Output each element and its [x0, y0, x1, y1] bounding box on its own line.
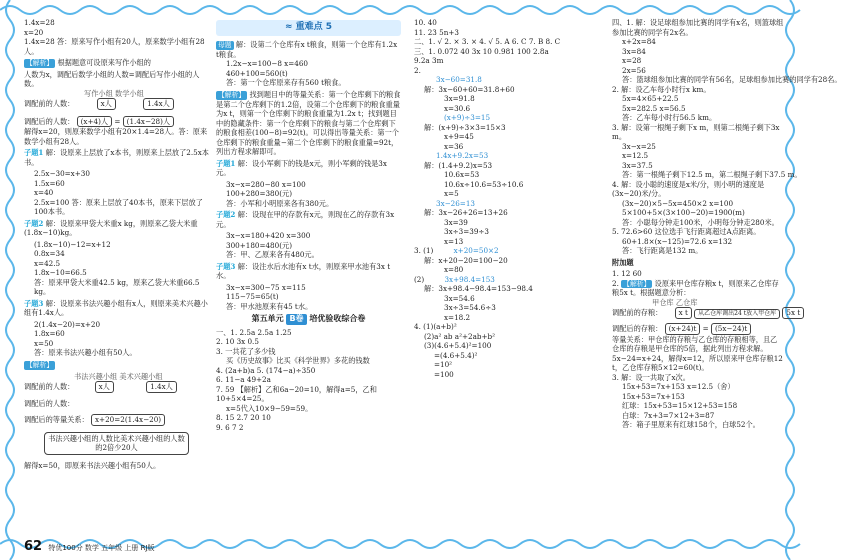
c2-zt1-b: 3x−x=280−80 x=100 [226, 179, 306, 189]
wave-border-left [0, 0, 20, 560]
c1-jiexi-1: 【解析】 根据题意可设原来写作小组的 [26, 58, 151, 67]
c2-u7: 7. 59 【解析】乙和6a−20=10，解得a=5，乙和10+5×4=25。 [216, 384, 377, 404]
c2-zt3-d: 答：甲水池原来有45 t水。 [226, 301, 313, 311]
c2-jx: 【解析】 找到题目中的等量关系：第一个仓库剩下的粮食是第二个仓库剩下的1.2倍，设第二个仓库剩下的粮食重量为x t，则第一个仓库剩下的粮食重量为1.2x t；找到题目中的隐藏条件：第一个仓库剩下的粮食与第二个仓库剩下的粮食相差(100−8)=92(t)。可以得出等量关系：第一个仓库剩下的粮食重量−第二个仓库剩下的粮食重量=92t，列出方程求解即可。 [216, 89, 401, 157]
c3-l29: 解：3x+98.4−98.4=153−98.4 [424, 284, 533, 293]
c1-l2: x=20 [24, 27, 44, 37]
c3-l36: =(4.6+5.4)² [434, 350, 478, 360]
c4-l3: 3x=84 [622, 46, 646, 56]
c3-l32: x=18.2 [444, 312, 471, 322]
c4-l34: 红球：15x+53=15×12+53=158 [622, 401, 738, 411]
c2-zt3-c: 115−75=65(t) [226, 292, 279, 302]
c1-zt2: 子题2 解：设原来甲袋大米重x kg，则原来乙袋大米重(1.8x−10)kg。 [24, 218, 198, 238]
c2-u9: 8. 15 2.7 20 10 [216, 413, 271, 423]
c4-l35: 白球：7x+3=7×12+3=87 [622, 410, 715, 420]
c2-l4: 答：第一个仓库原来存有560 t粮食。 [226, 78, 346, 88]
c3-l26: 解：x+20−20=100−20 [424, 255, 508, 265]
c4-l1: 四、1. 解：设足球组参加比赛的同学有x名，则篮球组参加比赛的同学有2x名。 [612, 18, 784, 37]
c1-zt1-d: x=40 [34, 188, 54, 198]
c4-l15: 3x=37.5 [622, 160, 653, 170]
c1-zt1-b: 2.5x−30=x+30 [34, 169, 90, 179]
c4-l26: 2. 【解析】 设原来甲仓库存粮x t，则原来乙仓库存粮5x t。根据题意分析： [612, 278, 779, 298]
column-4 [612, 18, 842, 538]
c4-l12: 3. 解：设第一根绳子剩下x m，则第二根绳子剩下3x m。 [612, 122, 780, 141]
c4-l33: 15x+53=7x+153 [622, 391, 685, 401]
c1-diag1-row1: 调配前的人数： x人 1.4x人 [24, 98, 209, 110]
footer-text: 特优100分 数学 五年级 上册 RJ版 [48, 544, 155, 552]
c2-zt1-d: 答：小军和小明原来各有380元。 [226, 198, 334, 208]
c4-l22: 5. 72.6>60 这位选手飞行距离超过A点距离。 [612, 227, 761, 236]
c3-l27: x=80 [444, 265, 464, 274]
jiexi-tag: 【解析】 [26, 59, 54, 67]
c1-l1: 1.4x=28 [24, 18, 55, 27]
c3-l10: x=30.6 [444, 103, 471, 113]
c4-l28: 等量关系：甲仓库的存粮与乙仓库的存粮相等，且乙仓库的存粮是甲仓库的5倍，据此列出方程求解。 [612, 334, 778, 354]
c4-l17: 4. 解：设小聪的速度是x米/分，则小明的速度是(3x−20)米/分。 [612, 179, 765, 198]
c3-l38: =100 [434, 369, 454, 379]
c3-l15: 1.4x+9.2x=53 [436, 151, 489, 160]
c2-zt2-b: 3x−x=180+420 x=300 [226, 231, 311, 241]
c3-l33: 4. (1)(a+b)² [414, 322, 457, 331]
c4-l8: 2. 解：设乙车每小时行x km。 [612, 84, 711, 94]
c3-l34: (2)a² ab a²+2ab+b² [424, 331, 495, 341]
c3-l14: x=36 [444, 141, 464, 151]
c1-zt3-e: 答：原来书法兴趣小组有50人。 [34, 348, 137, 358]
c2-zt3-b: 3x−x=300−75 x=115 [226, 282, 306, 292]
page-number: 62 [24, 539, 43, 554]
c3-l16: 解：(1.4+9.2)x=53 [424, 160, 493, 170]
c3-l4: 三、1. 0.072 40 3x 10 0.981 100 2.8a [414, 46, 549, 56]
c1-zt3-d: x=50 [34, 338, 54, 348]
column-2 [216, 18, 401, 538]
c2-u10: 9. 6 7 2 [216, 422, 244, 432]
c1-zt3-b: 2(1.4x−20)=x+20 [34, 319, 101, 329]
c3-l35: (3)(4.6+5.4)²=100 [424, 341, 492, 350]
c2-u2: 2. 10 3x 0.5 [216, 337, 259, 347]
c1-zt3: 子题3 解：设原来书法兴趣小组有x人，则原来美术兴趣小组有1.4x人。 [24, 298, 208, 318]
c2-u6: 6. 11−a 49+2a [216, 375, 271, 385]
c4-l5: 2x=56 [622, 65, 646, 75]
wave-border-top [0, 0, 800, 14]
c3-l37: =10² [434, 360, 453, 369]
c4-l24: 答：飞行距离是132 m。 [622, 246, 703, 255]
key-point-5-heading: ≈ 重难点 5 [216, 20, 401, 36]
c4-l16: 答：第一根绳子剩下12.5 m，第二根绳子剩下37.5 m。 [622, 170, 802, 179]
c1-diag1-row2: 调配后的人数： (x+4)人 = (1.4x−28)人 [24, 116, 209, 128]
c1-l7: 解得x=50，即原来书法兴趣小组有50人。 [24, 460, 161, 470]
c2-l2: 1.2x−x=100−8 x=460 [226, 59, 308, 69]
c4-l32: 15x+53=7x+153 x=12.5（舍） [622, 382, 735, 392]
c2-zt2-d: 答：甲、乙原来各有480元。 [226, 250, 319, 260]
c4-l14: x=12.5 [622, 151, 649, 160]
c1-jiexi-2: 【解析】 [26, 360, 54, 369]
c2-u4: 买《历史故事》比买《科学世界》多花的钱数 [226, 356, 370, 366]
c3-l13: x+9=45 [444, 132, 474, 141]
c1-jiexi-1b: 人数为x，调配后数学小组的人数=调配后写作小组的人数。 [24, 69, 200, 89]
c2-l1: 母题 解：设第二个仓库有x t粮食，则第一个仓库有1.2x t粮食。 [216, 39, 398, 59]
c4-diag-row1: 调配前的存粮： x t 从乙仓库调出24 t放入甲仓库 5x t [612, 307, 784, 319]
c2-zt3: 子题3 解：设注水后水池有x t水，则原来甲水池有3x t水。 [216, 261, 391, 281]
c1-zt2-e: 1.8x−10=66.5 [34, 268, 87, 278]
c4-l2: x+2x=84 [622, 37, 656, 46]
c2-u1: 一、1. 2.5a 2.5a 1.25 [216, 327, 292, 337]
c3-l2: 11. 23 5n+3 [414, 27, 459, 37]
c4-l31: 3. 解：设一共取了x次。 [612, 372, 690, 382]
c1-zt2-f: 答：原来甲袋大米重42.5 kg，原来乙袋大米重66.5 kg。 [34, 277, 200, 297]
page-footer [24, 539, 155, 554]
c3-l5: 9.2a 3m [414, 56, 444, 65]
c4-l6: 答：篮球组参加比赛的同学有56名，足球组参加比赛的同学有28名。 [622, 75, 842, 84]
c1-zt1-c: 1.5x=60 [34, 178, 65, 188]
c3-l11: (x+9)÷3=15 [444, 113, 491, 122]
c4-l29: 5x−24=x+24，解得x=12，所以原来甲仓库存粮12 t，乙仓库存粮5×12=60(t)。 [612, 353, 783, 373]
c3-l25: 3. (1) x+20=50×2 [414, 246, 499, 255]
c4-l20: 答：小聪每分钟走100米，小明每分钟走280米。 [622, 217, 779, 227]
unit-5-b-heading: 第五单元 B卷 培优验收综合卷 [251, 314, 366, 324]
c1-diag2-row1: 调配前的人数： x人 1.4x人 [24, 381, 209, 393]
column-3 [414, 18, 602, 538]
c4-l23: 60+1.8×(x−125)=72.6 x=132 [622, 236, 733, 246]
c2-zt2: 子题2 解：设现在甲的存款有x元，则现在乙的存款有3x元。 [216, 210, 395, 229]
c2-l3: 460+100=560(t) [226, 68, 288, 78]
c4-l4: x=28 [622, 56, 642, 65]
c3-l20: 3x−26=13 [436, 198, 475, 208]
c3-l30: 3x=54.6 [444, 293, 475, 303]
c3-l3: 二、1. √ 2. × 3. × 4. √ 5. A 6. C 7. B 8. C [414, 37, 561, 46]
c4-l13: 3x−x=25 [622, 141, 656, 151]
c1-l3: 1.4x=28 答：原来写作小组有20人，原来数学小组有28人。 [24, 37, 205, 56]
c2-u5: 4. (2a+b)a 5. (174−a)÷350 [216, 365, 316, 375]
c4-l19: 5×100+5×(3×100−20)=1900(m) [622, 208, 745, 217]
c3-l17: 10.6x=53 [444, 170, 480, 179]
c3-l12: 解：(x+9)÷3×3=15×3 [424, 122, 506, 132]
c1-diag2-row2: 调配后的人数： [24, 398, 75, 408]
c3-l28: (2) 3x+98.4=153 [414, 274, 495, 284]
c4-l11: 答：乙车每小时行56.5 km。 [622, 113, 717, 122]
c3-l31: 3x÷3=54.6÷3 [444, 303, 496, 312]
c1-zt2-b: (1.8x−10)−12=x+12 [34, 239, 111, 249]
c4-l36: 答：箱子里原来有红球158个，白球52个。 [622, 420, 760, 430]
c2-u3: 3. 一共花了多少钱 [216, 346, 276, 356]
c4-l25: 1. 12 60 [612, 269, 642, 278]
c1-diag2-row3: 调配后的等量关系： x+20=2(1.4x−20) [24, 414, 209, 426]
c3-l19: x=5 [444, 189, 459, 198]
c3-l7: 3x−60=31.8 [436, 75, 482, 84]
appendix-heading: 附加题 [612, 257, 634, 267]
c3-l22: 3x=39 [444, 217, 468, 227]
c4-l9: 5x=4×65+22.5 [622, 94, 679, 103]
c3-l24: x=13 [444, 236, 464, 246]
c2-zt1: 子题1 解：设小军剩下的钱是x元，则小军剩的钱是3x元。 [216, 158, 387, 178]
c4-l18: (3x−20)×5−5x=450×2 x=100 [622, 198, 734, 208]
c1-l5: 解得x=20，则原来数学小组有20×1.4=28人。答：原来数学小组有28人。 [24, 127, 208, 146]
c3-l1: 10. 40 [414, 18, 437, 27]
c1-zt2-d: x=42.5 [34, 258, 61, 268]
c3-l23: 3x÷3=39÷3 [444, 227, 489, 236]
c1-diag2-top: 书法兴趣小组 美术兴趣小组 [74, 371, 163, 381]
c3-l9: 3x=91.8 [444, 94, 475, 103]
c4-diag-row2: 调配后的存粮： (x+24)t = (5x−24)t [612, 323, 784, 335]
c3-l6: 2. [414, 65, 421, 75]
column-1 [24, 18, 209, 518]
c1-zt1: 子题1 解：设原来上层放了x本书，则原来上层放了2.5x本书。 [24, 148, 209, 167]
c1-diag2-note: 书法兴趣小组的人数比美术兴趣小组的人数的2倍少20人 [44, 432, 189, 455]
c2-u8: x=5代入10×9−59=59。 [226, 403, 313, 413]
c1-zt1-e: 2.5x=100 答：原来上层放了40本书，原来下层放了100本书。 [34, 197, 203, 217]
c3-l21: 解：3x−26+26=13+26 [424, 208, 508, 217]
c4-diag-top: 甲仓库 乙仓库 [652, 297, 698, 307]
c3-l18: 10.6x÷10.6=53÷10.6 [444, 179, 524, 189]
c2-zt1-c: 100+280=380(元) [226, 189, 292, 199]
c3-l8: 解：3x−60+60=31.8+60 [424, 84, 515, 94]
c1-zt3-c: 1.8x=60 [34, 329, 65, 339]
c1-diag1-top: 写作小组 数学小组 [84, 88, 144, 98]
c4-l10: 5x=282.5 x=56.5 [622, 103, 686, 113]
c1-zt2-c: 0.8x=34 [34, 249, 65, 259]
c2-zt2-c: 300+180=480(元) [226, 240, 292, 250]
